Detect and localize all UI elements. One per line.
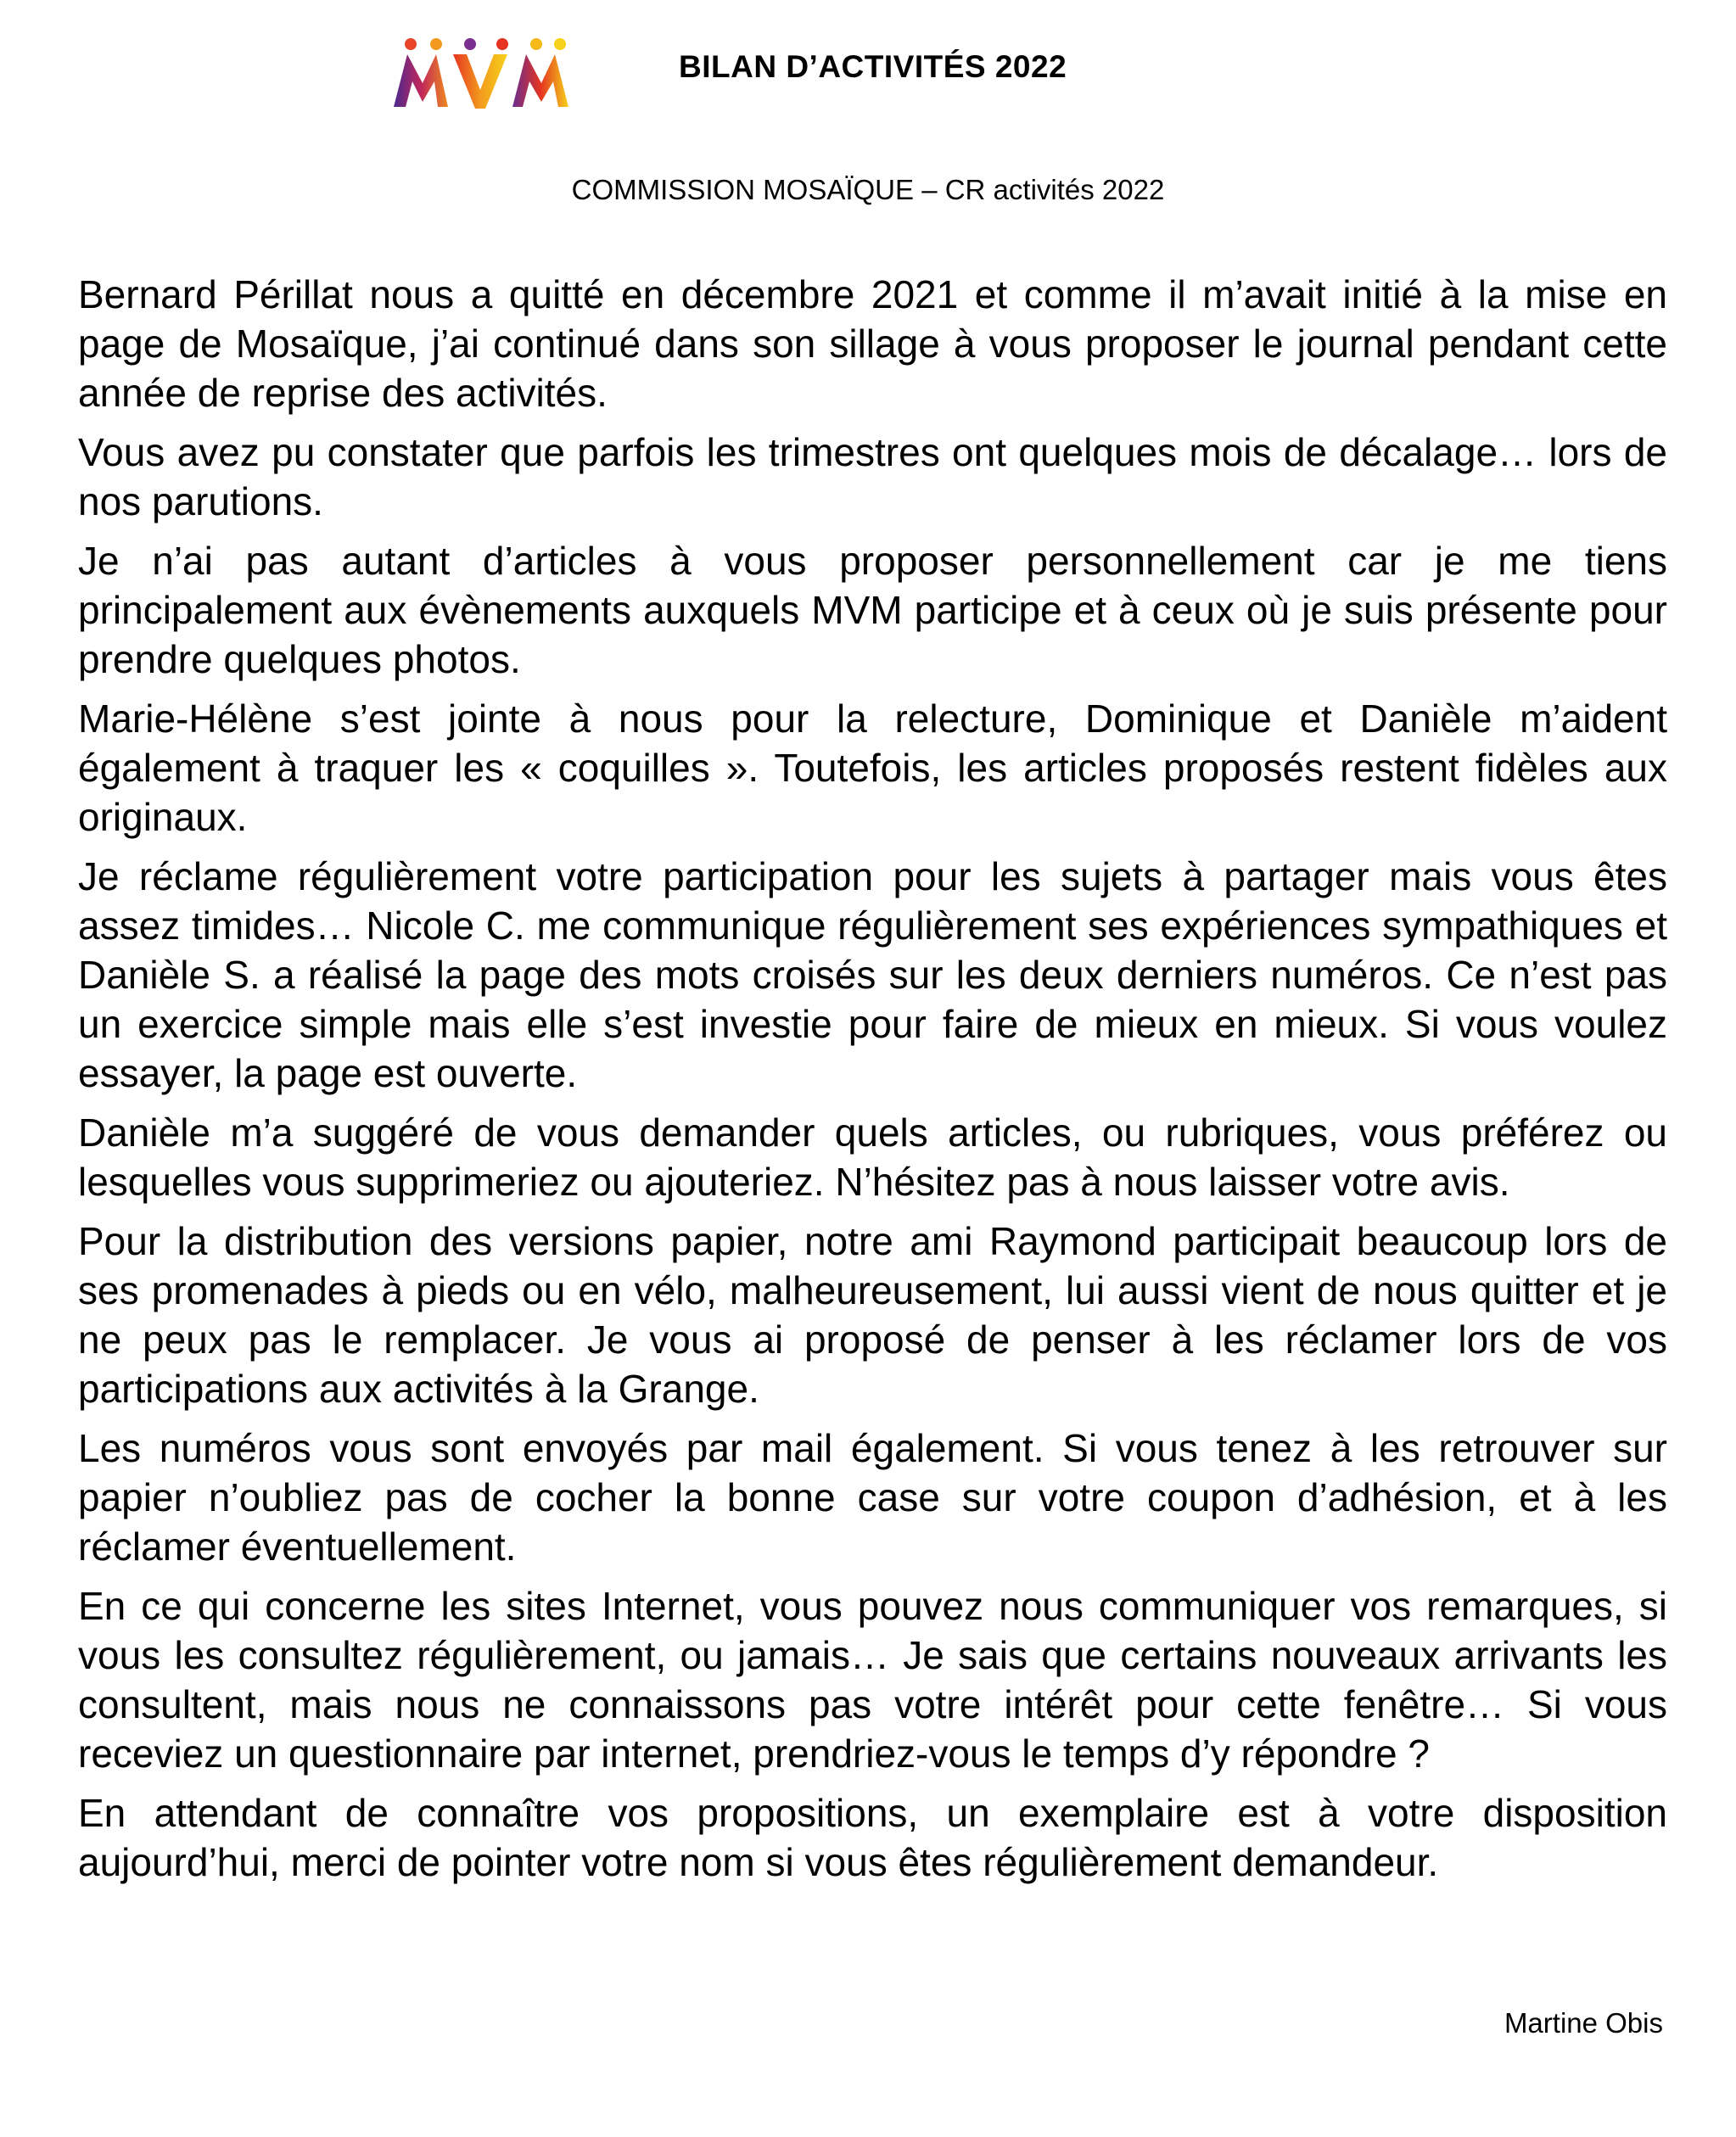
paragraph: Bernard Périllat nous a quitté en décembre 2021 et comme il m’avait initié à la mise en page de Mosaïque, j’ai continué dans son sillage à vous proposer le journal pendant cette année de reprise des activités. [78, 272, 1667, 415]
paragraph: Vous avez pu constater que parfois les trimestres ont quelques mois de décalage… lors de nos parutions. [78, 430, 1667, 523]
report-body [78, 270, 1667, 1897]
paragraph: En ce qui concerne les sites Internet, vous pouvez nous communiquer vos remarques, si vous les consultez régulièrement, ou jamais… Je sais que certains nouveaux arrivants les consultent, mais nous ne connaissons pas votre intérêt pour cette fenêtre… Si vous receviez un questionnaire par internet, prendriez-vous le temps d’y répondre ? [78, 1584, 1667, 1776]
paragraph: Les numéros vous sont envoyés par mail également. Si vous tenez à les retrouver sur papier n’oubliez pas de cocher la bonne case sur votre coupon d’adhésion, et à les réclamer éventuellement. [78, 1426, 1667, 1569]
paragraph: Danièle m’a suggéré de vous demander quels articles, ou rubriques, vous préférez ou lesquelles vous supprimeriez ou ajouteriez. N’hésitez pas à nous laisser votre avis. [78, 1110, 1667, 1204]
mvm-logo [392, 34, 572, 112]
paragraph: En attendant de connaître vos propositions, un exemplaire est à votre disposition aujourd’hui, merci de pointer votre nom si vous êtes régulièrement demandeur. [78, 1791, 1667, 1884]
paragraph: Je réclame régulièrement votre participation pour les sujets à partager mais vous êtes assez timides… Nicole C. me communique régulièrement ses expériences sympathiques et Danièle S. a réalisé la page des mots croisés sur les deux derniers numéros. Ce n’est pas un exercice simple mais elle s’est investie pour faire de mieux en mieux. Si vous voulez essayer, la page est ouverte. [78, 854, 1667, 1095]
paragraph: Pour la distribution des versions papier, notre ami Raymond participait beaucoup lors de ses promenades à pieds ou en vélo, malheureusement, lui aussi vient de nous quitter et je ne peux pas le remplacer. Je vous ai proposé de penser à les réclamer lors de vos participations aux activités à la Grange. [78, 1219, 1667, 1411]
document-subtitle: COMMISSION MOSAÏQUE – CR activités 2022 [571, 174, 1165, 205]
page-title: BILAN D’ACTIVITÉS 2022 [679, 49, 1067, 84]
paragraph: Je n’ai pas autant d’articles à vous proposer personnellement car je me tiens principalement aux évènements auxquels MVM participe et à ceux où je suis présente pour prendre quelques photos. [78, 539, 1667, 681]
paragraph: Marie-Hélène s’est jointe à nous pour la relecture, Dominique et Danièle m’aident également à traquer les « coquilles ». Toutefois, les articles proposés restent fidèles aux originaux. [78, 696, 1667, 839]
author-signature: Martine Obis [1504, 2007, 1663, 2039]
